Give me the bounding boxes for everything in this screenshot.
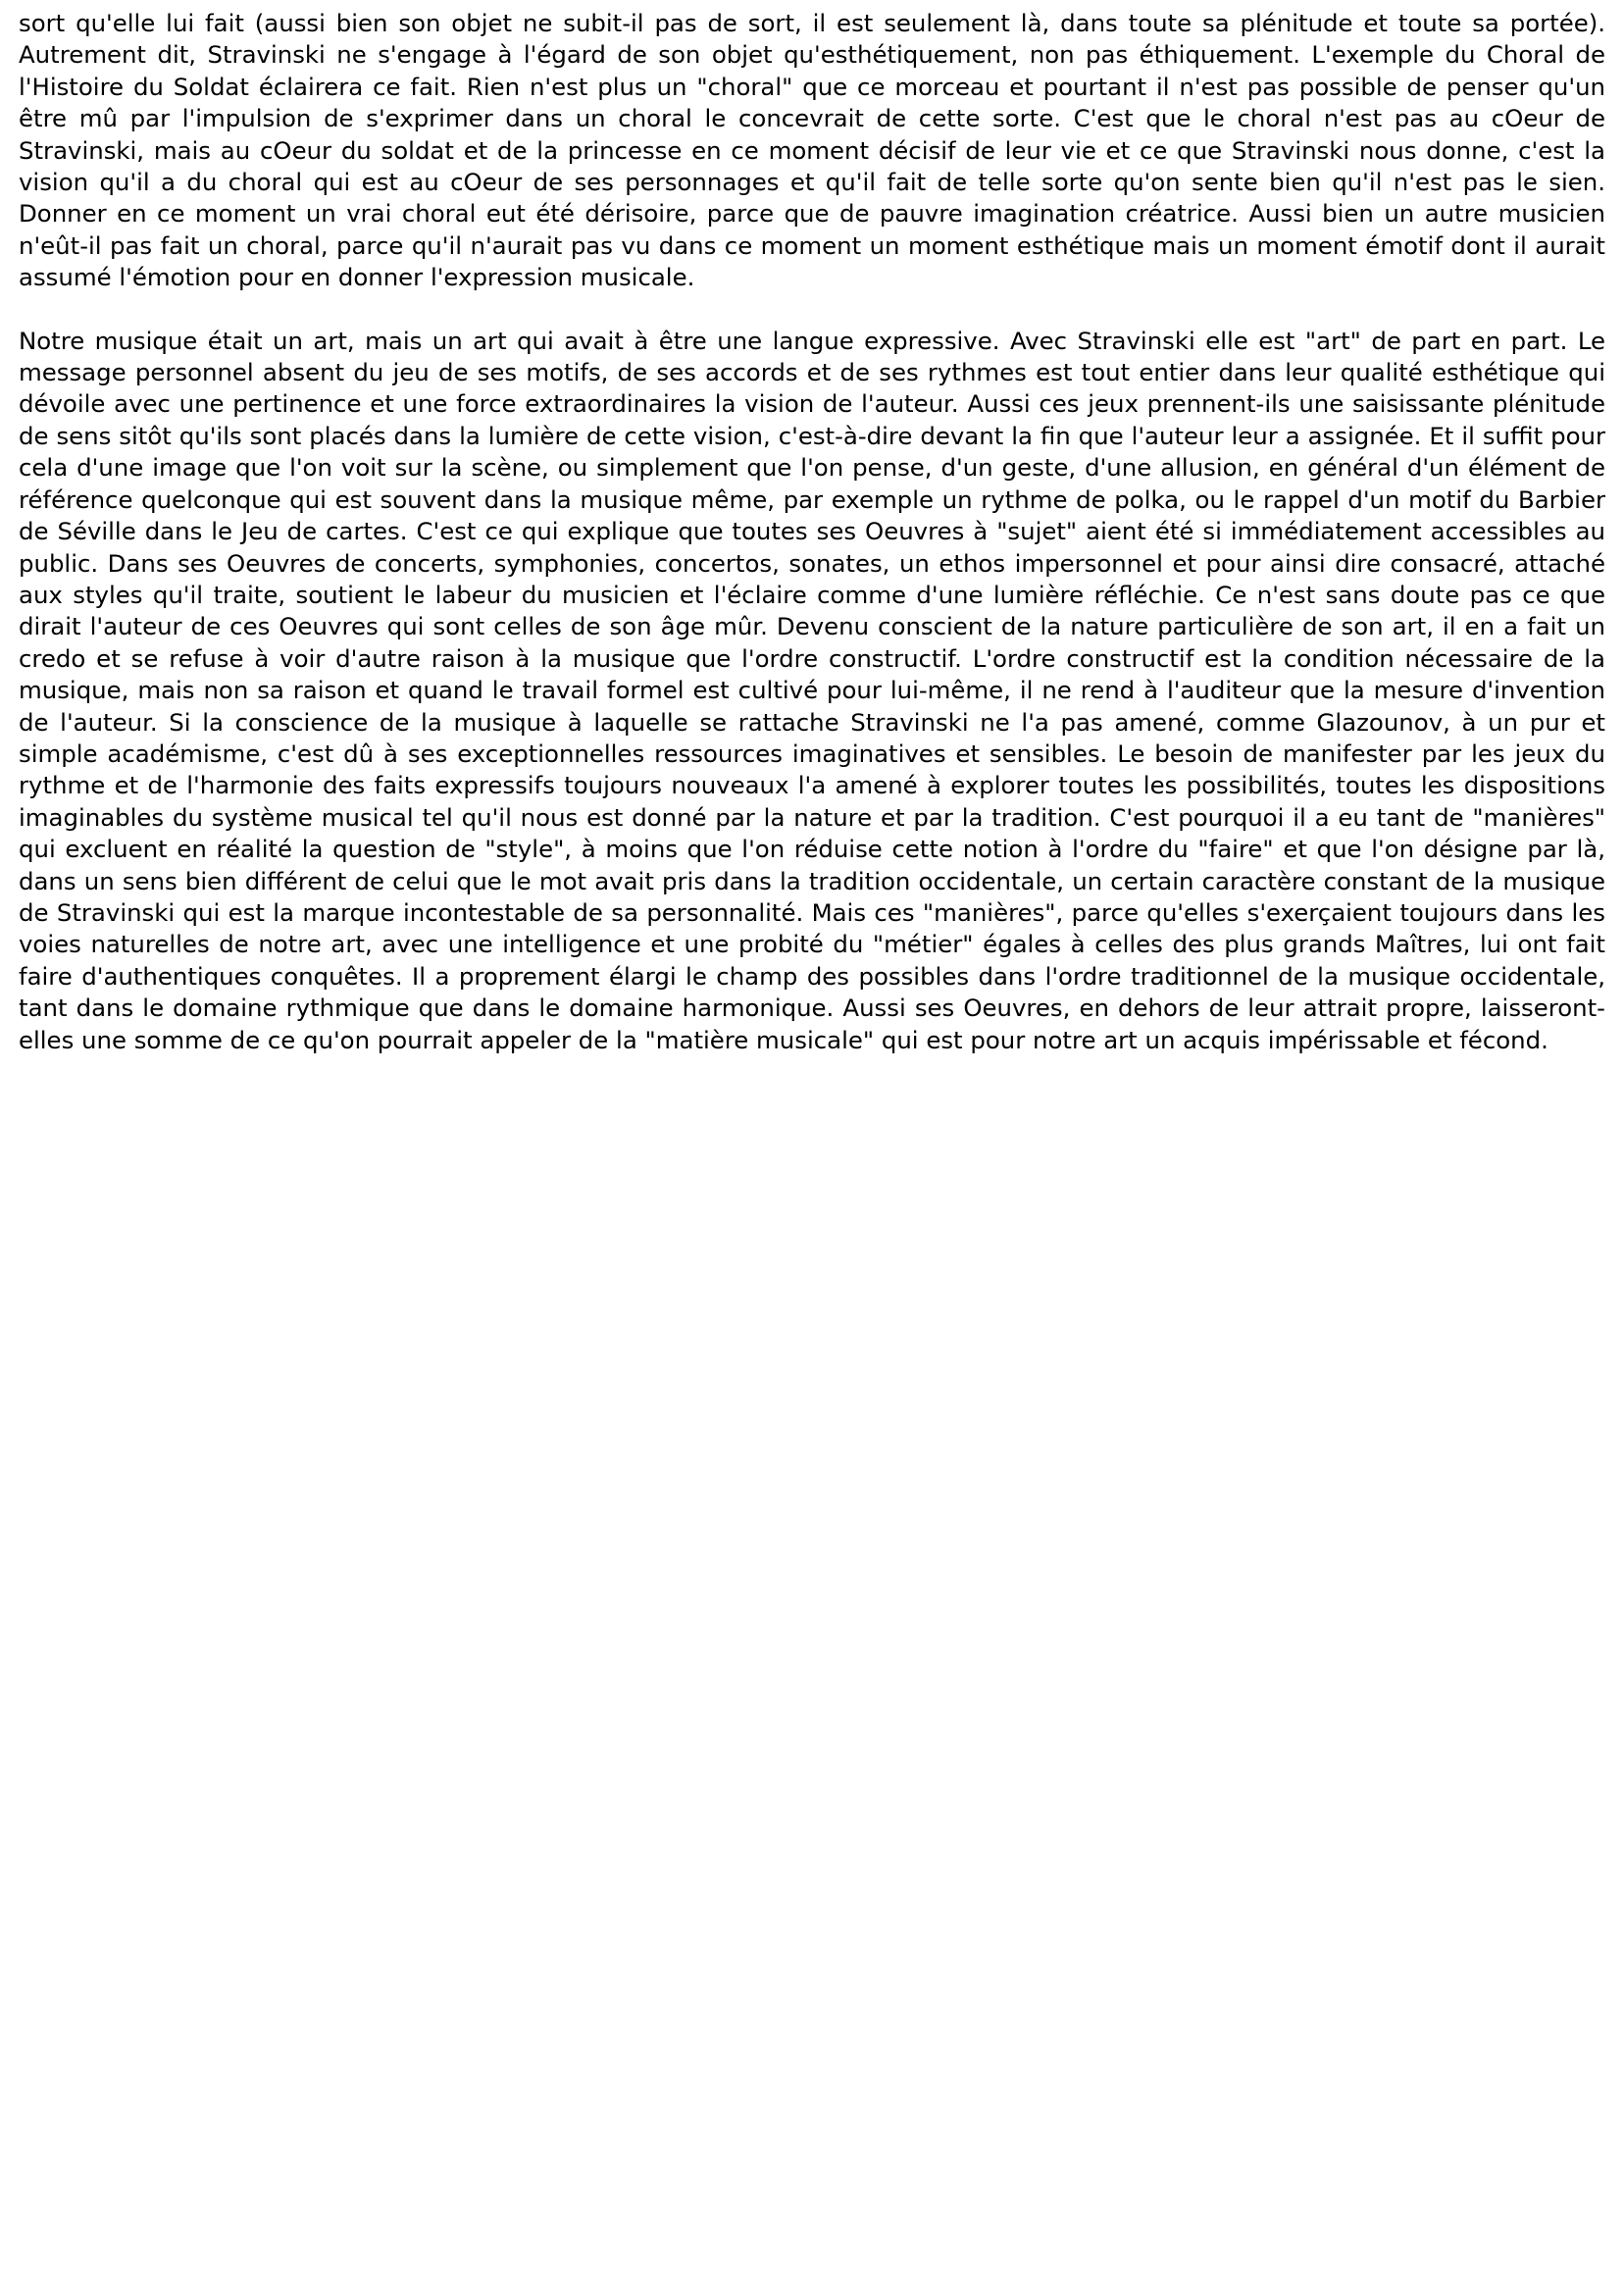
- document-page: [19, 8, 1605, 1056]
- paragraph-2: Notre musique était un art, mais un art qui avait à être une langue expressive. Avec Stravinski elle est "art" de part en part. Le message personnel absent du jeu de ses motifs, de ses accords et de ses rythmes est tout entier dans leur qualité esthétique qui dévoile avec une pertinence et une force extraordinaires la vision de l'auteur. Aussi ces jeux prennent-ils une saisissante plénitude de sens sitôt qu'ils sont placés dans la lumière de cette vision, c'est-à-dire devant la fin que l'auteur leur a assignée. Et il suffit pour cela d'une image que l'on voit sur la scène, ou simplement que l'on pense, d'un geste, d'une allusion, en général d'un élément de référence quelconque qui est souvent dans la musique même, par exemple un rythme de polka, ou le rappel d'un motif du Barbier de Séville dans le Jeu de cartes. C'est ce qui explique que toutes ses Oeuvres à "sujet" aient été si immédiatement accessibles au public. Dans ses Oeuvres de concerts, symphonies, concertos, sonates, un ethos impersonnel et pour ainsi dire consacré, attaché aux styles qu'il traite, soutient le labeur du musicien et l'éclaire comme d'une lumière réfléchie. Ce n'est sans doute pas ce que dirait l'auteur de ces Oeuvres qui sont celles de son âge mûr. Devenu conscient de la nature particulière de son art, il en a fait un credo et se refuse à voir d'autre raison à la musique que l'ordre constructif. L'ordre constructif est la condition nécessaire de la musique, mais non sa raison et quand le travail formel est cultivé pour lui-même, il ne rend à l'auditeur que la mesure d'invention de l'auteur. Si la conscience de la musique à laquelle se rattache Stravinski ne l'a pas amené, comme Glazounov, à un pur et simple académisme, c'est dû à ses exceptionnelles ressources imaginatives et sensibles. Le besoin de manifester par les jeux du rythme et de l'harmonie des faits expressifs toujours nouveaux l'a amené à explorer toutes les possibilités, toutes les dispositions imaginables du système musical tel qu'il nous est donné par la nature et par la tradition. C'est pourquoi il a eu tant de "manières" qui excluent en réalité la question de "style", à moins que l'on réduise cette notion à l'ordre du "faire" et que l'on désigne par là, dans un sens bien différent de celui que le mot avait pris dans la tradition occidentale, un certain caractère constant de la musique de Stravinski qui est la marque incontestable de sa personnalité. Mais ces "manières", parce qu'elles s'exerçaient toujours dans les voies naturelles de notre art, avec une intelligence et une probité du "métier" égales à celles des plus grands Maîtres, lui ont fait faire d'authentiques conquêtes. Il a proprement élargi le champ des possibles dans l'ordre traditionnel de la musique occidentale, tant dans le domaine rythmique que dans le domaine harmonique. Aussi ses Oeuvres, en dehors de leur attrait propre, laisseront-elles une somme de ce qu'on pourrait appeler de la "matière musicale" qui est pour notre art un acquis impérissable et fécond.: [19, 326, 1605, 1054]
- paragraph-1: sort qu'elle lui fait (aussi bien son objet ne subit-il pas de sort, il est seulement là, dans toute sa plénitude et toute sa portée). Autrement dit, Stravinski ne s'engage à l'égard de son objet qu'esthétiquement, non pas éthiquement. L'exemple du Choral de l'Histoire du Soldat éclairera ce fait. Rien n'est plus un "choral" que ce morceau et pourtant il n'est pas possible de penser qu'un être mû par l'impulsion de s'exprimer dans un choral le concevrait de cette sorte. C'est que le choral n'est pas au cOeur de Stravinski, mais au cOeur du soldat et de la princesse en ce moment décisif de leur vie et ce que Stravinski nous donne, c'est la vision qu'il a du choral qui est au cOeur de ses personnages et qu'il fait de telle sorte qu'on sente bien qu'il n'est pas le sien. Donner en ce moment un vrai choral eut été dérisoire, parce que de pauvre imagination créatrice. Aussi bien un autre musicien n'eût-il pas fait un choral, parce qu'il n'aurait pas vu dans ce moment un moment esthétique mais un moment émotif dont il aurait assumé l'émotion pour en donner l'expression musicale.: [19, 9, 1605, 292]
